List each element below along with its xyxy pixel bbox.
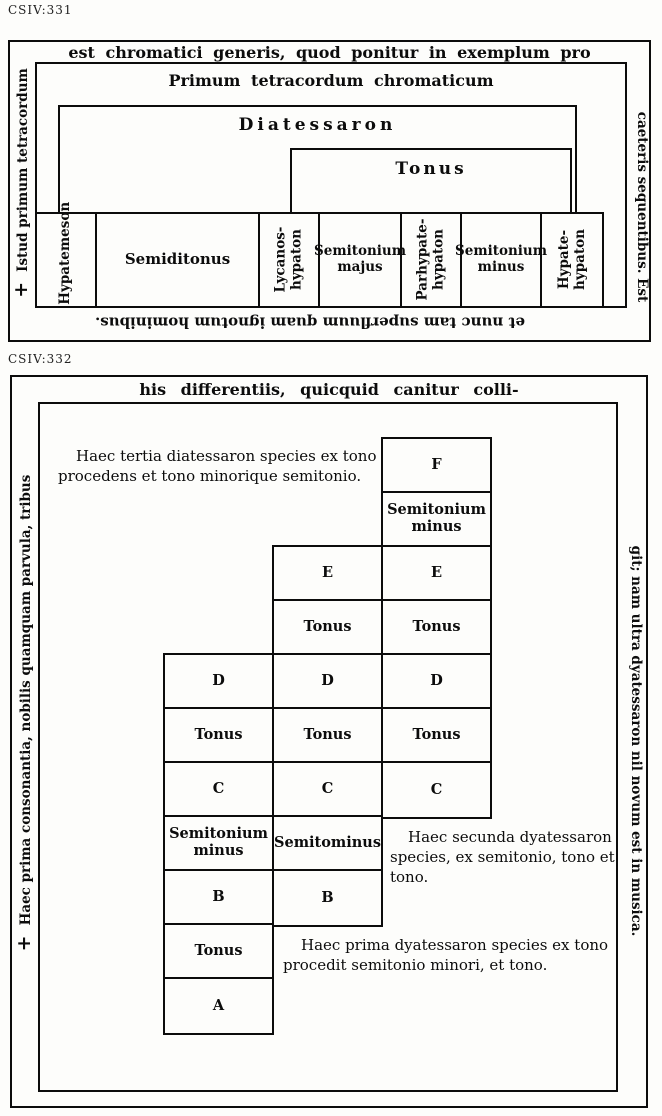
stair-cell: Semitonium minus [383, 493, 490, 547]
figure2-left-margin-caption [13, 393, 35, 1033]
stair-cell: Semitominus [274, 817, 381, 871]
stair-cell: Tonus [165, 709, 272, 763]
stair-cell: Tonus [165, 925, 272, 979]
stair-cell: Tonus [383, 709, 490, 763]
cross-icon: + [13, 935, 35, 952]
stair-cell: A [212, 996, 225, 1014]
note-cell-lycanos-hypaton [260, 214, 320, 306]
stair-cell: Tonus [274, 601, 381, 655]
stair-cell: E [274, 547, 381, 601]
note-cell-label: Hypate-hypaton [555, 229, 587, 291]
first-species-column [163, 653, 274, 1035]
stair-cell: D [165, 655, 272, 709]
interval-cell-label: Semiditonus [124, 250, 231, 269]
stair-cell: B [321, 888, 334, 906]
figure1-interval-row [35, 202, 604, 308]
interval-cell-semiditonus [97, 214, 260, 306]
figure1-tonus-box [290, 148, 572, 212]
figure1-diatessaron-title: Diatessaron [238, 115, 397, 135]
figure1-right-margin-caption: caeteris sequentibus. Est [634, 111, 650, 303]
stair-cell: C [274, 763, 381, 817]
stair-cell: Tonus [274, 709, 381, 763]
figure2-source-label: CSIV:332 [8, 352, 73, 366]
figure1-tonus-title: Tonus [395, 159, 467, 179]
figure1-source-label: CSIV:331 [8, 3, 73, 17]
stair-cell: D [383, 655, 490, 709]
figure1-bottom-caption-inverted: et nunc tam superfluum quam ignotum hominibus. [95, 313, 525, 332]
note-cell-label: Hypatemeson [57, 202, 74, 305]
note-cell-parhypate-hypaton [402, 214, 462, 306]
figure2-left-caption-text: Haec prima consonantia, nobilis quamquam parvula, tribus [18, 474, 34, 926]
second-species-column [272, 545, 383, 927]
stair-cell: F [383, 439, 490, 493]
interval-cell-label: Semitonium majus [313, 243, 407, 275]
stair-cell: Semitonium minus [165, 817, 272, 871]
interval-cell-label: Semitonium minus [454, 243, 548, 275]
cross-icon: + [10, 281, 32, 298]
figure2-top-caption: his differentiis, quicquid canitur colli- [139, 380, 519, 399]
figure2-right-margin-caption: git; nam ultra dyatessaron nil novum est in musica. [628, 545, 644, 937]
stair-cell: B [165, 871, 272, 925]
note-cell-hypate-hypaton [542, 214, 602, 306]
figure1-left-caption-text: Istud primum tetracordum [15, 68, 31, 272]
stair-cell: C [165, 763, 272, 817]
note-cell-label: Parhypate-hypaton [414, 219, 446, 301]
figure1-tetracord-title: Primum tetracordum chromaticum [168, 71, 494, 90]
figure1-top-caption: est chromatici generis, quod ponitur in exemplum pro [68, 43, 591, 62]
stair-cell: C [430, 780, 443, 798]
note-tertia-species: Haec tertia diatessaron species ex tono procedens et tono minorique semitonio. [58, 447, 377, 485]
note-cell-label: Lycanos-hypaton [272, 227, 305, 293]
interval-cell-semitonium-majus [313, 214, 407, 306]
stair-cell: Tonus [383, 601, 490, 655]
stair-cell: E [383, 547, 490, 601]
note-prima-species: Haec prima dyatessaron species ex tono procedit semitonio minori, et tono. [283, 936, 609, 974]
stair-cell: D [274, 655, 381, 709]
note-secunda-species: Haec secunda dyatessaron species, ex semitonio, tono et tono. [390, 828, 615, 886]
note-cell-hypatemeson [37, 202, 97, 306]
figure1-left-margin-caption [10, 33, 32, 333]
third-species-column [381, 437, 492, 819]
interval-cell-semitonium-minus [454, 214, 548, 306]
